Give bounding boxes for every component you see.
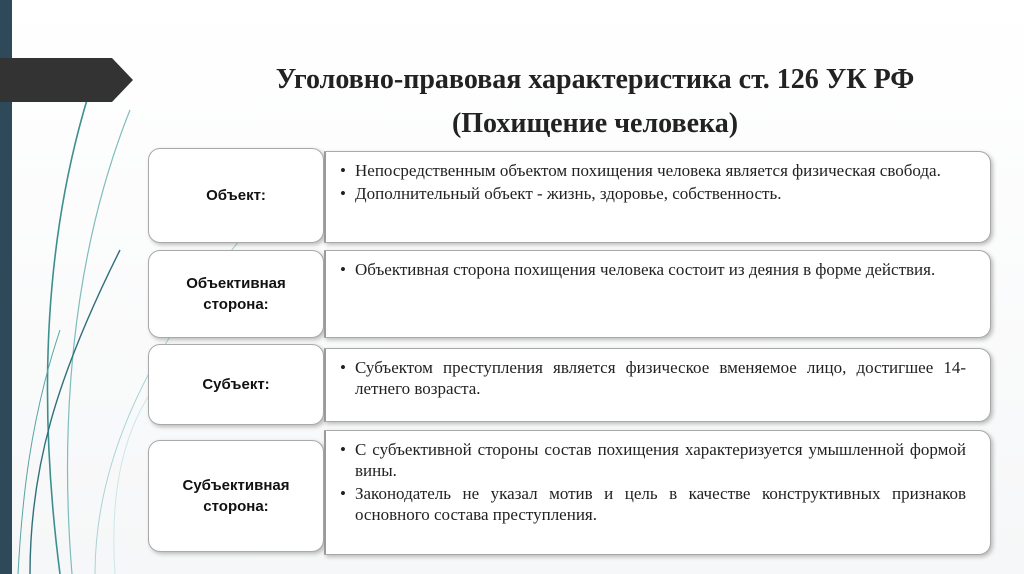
bullet-list — [340, 259, 966, 280]
row-object — [148, 148, 991, 243]
list-item: • Законодатель не указал мотив и цель в качестве конструктивных признаков основного состава преступления. — [340, 483, 966, 525]
label-subjective-side: Субъективная сторона: — [148, 440, 324, 552]
content-objective-side — [324, 250, 991, 338]
content-subjective-side — [324, 430, 991, 555]
content-object — [324, 151, 991, 243]
label-objective-side: Объективная сторона: — [148, 250, 324, 338]
list-item: • Субъектом преступления является физическое вменяемое лицо, достигшее 14-летнего возраста. — [340, 357, 966, 399]
bullet-list — [340, 357, 966, 399]
bullet-list — [340, 439, 966, 525]
slide-title: Уголовно-правовая характеристика ст. 126 УК РФ (Похищение человека) — [275, 64, 915, 139]
label-subject: Субъект: — [148, 344, 324, 425]
content-subject — [324, 348, 991, 422]
arrow-tab-shape — [0, 58, 135, 102]
list-item: • Объективная сторона похищения человека состоит из деяния в форме действия. — [340, 259, 966, 280]
label-object: Объект: — [148, 148, 324, 243]
row-subjective-side — [148, 430, 991, 555]
list-item: • Непосредственным объектом похищения человека является физическая свобода. — [340, 160, 966, 181]
list-item: • С субъективной стороны состав похищения характеризуется умышленной формой вины. — [340, 439, 966, 481]
list-item: • Дополнительный объект - жизнь, здоровье, собственность. — [340, 183, 966, 204]
row-subject — [148, 344, 991, 425]
bullet-list — [340, 160, 966, 204]
row-objective-side — [148, 250, 991, 338]
